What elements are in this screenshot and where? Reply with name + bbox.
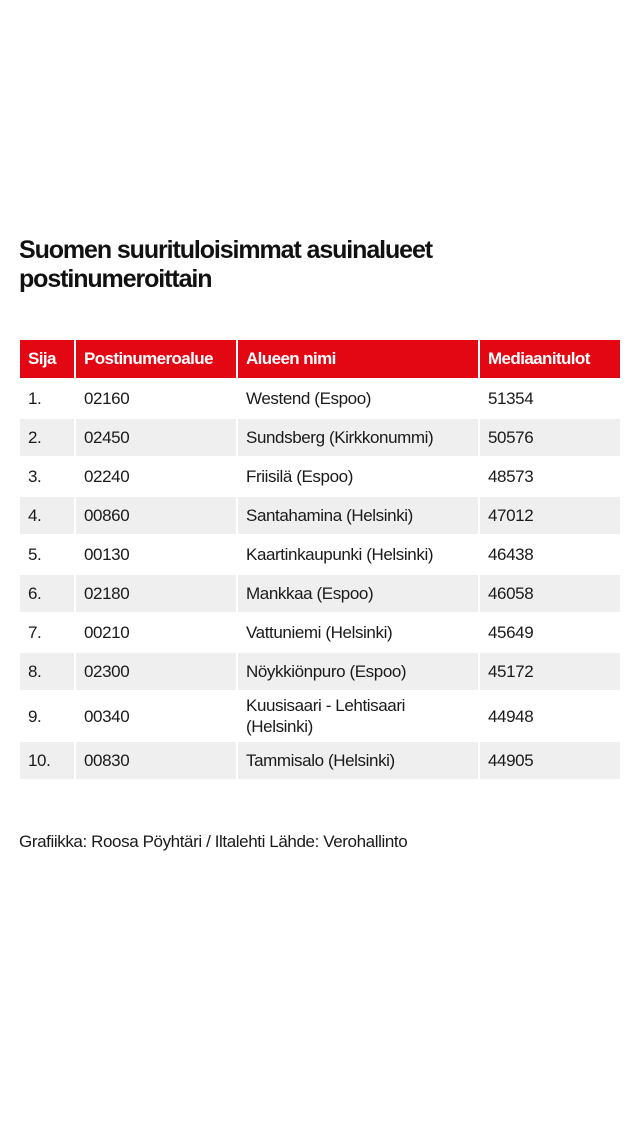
- rank-cell: 7.: [20, 614, 74, 651]
- page-title: Suomen suurituloisimmat asuinalueet postinumeroittain: [19, 236, 432, 293]
- median-income-cell: 44948: [480, 692, 620, 740]
- postal-code-cell: 00860: [76, 497, 236, 534]
- area-name-cell: Santahamina (Helsinki): [238, 497, 478, 534]
- area-name-cell: Westend (Espoo): [238, 380, 478, 417]
- column-header-median-income: Mediaanitulot: [480, 340, 620, 378]
- area-name-cell: Nöykkiönpuro (Espoo): [238, 653, 478, 690]
- postal-code-cell: 02450: [76, 419, 236, 456]
- rank-cell: 5.: [20, 536, 74, 573]
- column-header-postal-code: Postinumeroalue: [76, 340, 236, 378]
- postal-code-cell: 02180: [76, 575, 236, 612]
- rank-cell: 9.: [20, 692, 74, 740]
- postal-code-cell: 00830: [76, 742, 236, 779]
- table-row: [20, 575, 620, 612]
- rank-cell: 6.: [20, 575, 74, 612]
- median-income-cell: 48573: [480, 458, 620, 495]
- table-row: [20, 380, 620, 417]
- rank-cell: 1.: [20, 380, 74, 417]
- column-header-area-name: Alueen nimi: [238, 340, 478, 378]
- rank-cell: 10.: [20, 742, 74, 779]
- table-row: [20, 692, 620, 740]
- table-row: [20, 419, 620, 456]
- postal-code-cell: 02300: [76, 653, 236, 690]
- median-income-cell: 51354: [480, 380, 620, 417]
- area-name-cell: Friisilä (Espoo): [238, 458, 478, 495]
- median-income-cell: 47012: [480, 497, 620, 534]
- table-row: [20, 458, 620, 495]
- postal-code-cell: 00210: [76, 614, 236, 651]
- area-name-cell: Vattuniemi (Helsinki): [238, 614, 478, 651]
- area-name-cell: Kaartinkaupunki (Helsinki): [238, 536, 478, 573]
- area-name-cell: Mankkaa (Espoo): [238, 575, 478, 612]
- postal-code-cell: 00130: [76, 536, 236, 573]
- median-income-cell: 46438: [480, 536, 620, 573]
- median-income-cell: 46058: [480, 575, 620, 612]
- source-credit: Grafiikka: Roosa Pöyhtäri / Iltalehti Lähde: Verohallinto: [19, 832, 408, 851]
- income-table: [18, 338, 622, 781]
- table-row: [20, 653, 620, 690]
- area-name-cell: Tammisalo (Helsinki): [238, 742, 478, 779]
- median-income-cell: 45649: [480, 614, 620, 651]
- table-row: [20, 614, 620, 651]
- median-income-cell: 44905: [480, 742, 620, 779]
- table-header-row: [20, 340, 620, 378]
- median-income-cell: 45172: [480, 653, 620, 690]
- median-income-cell: 50576: [480, 419, 620, 456]
- area-name-cell: Sundsberg (Kirkkonummi): [238, 419, 478, 456]
- rank-cell: 2.: [20, 419, 74, 456]
- table-row: [20, 497, 620, 534]
- postal-code-cell: 00340: [76, 692, 236, 740]
- rank-cell: 8.: [20, 653, 74, 690]
- table-row: [20, 536, 620, 573]
- postal-code-cell: 02240: [76, 458, 236, 495]
- rank-cell: 3.: [20, 458, 74, 495]
- column-header-rank: Sija: [20, 340, 74, 378]
- postal-code-cell: 02160: [76, 380, 236, 417]
- area-name-cell: Kuusisaari - Lehtisaari (Helsinki): [238, 692, 478, 740]
- table-row: [20, 742, 620, 779]
- rank-cell: 4.: [20, 497, 74, 534]
